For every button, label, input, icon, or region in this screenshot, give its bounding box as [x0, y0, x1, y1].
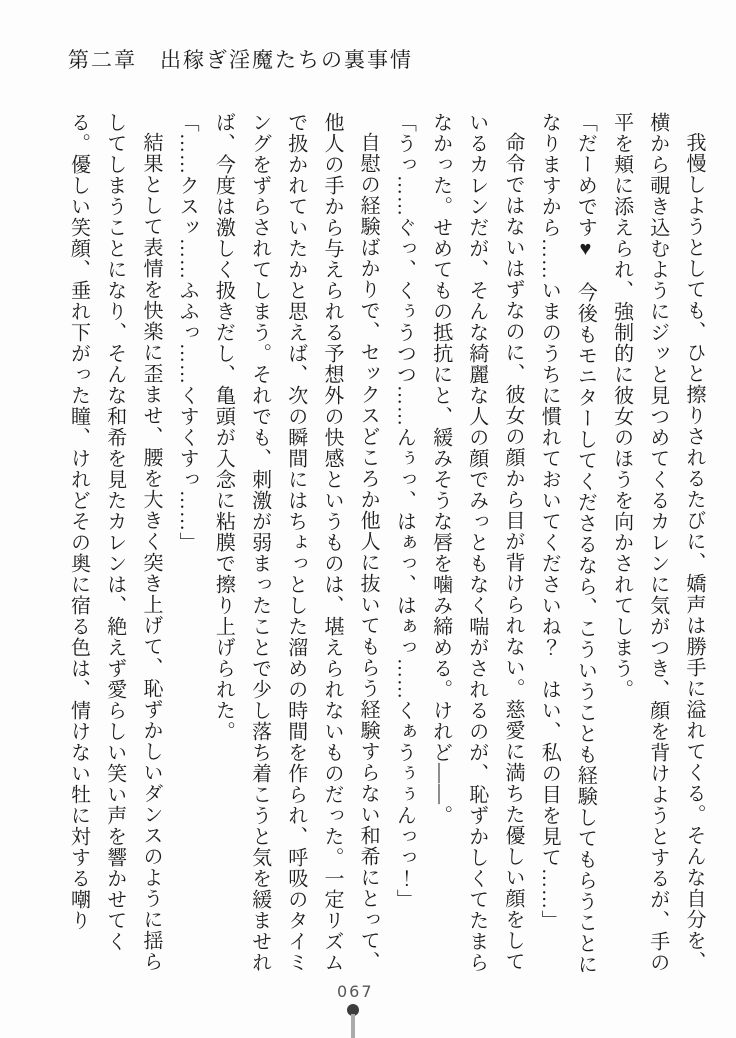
pin-marker-stem [351, 1014, 355, 1038]
paragraph-dialogue: 「うっ……ぐっ、くぅうつつ……んぅっ、はぁっ、はぁっ……くぁうぅぅんっっ！」 [393, 112, 416, 910]
paragraph: 結果として表情を快楽に歪ませ、腰を大きく突き上げて、恥ずかしいダンスのように揺らしてしまうことになり、そんな和希を見たカレンは、絶えず愛らしい笑い声を響かせてくる。優しい笑顔、垂れ下がった瞳、けれどその奥に宿る色は、情けない牡に対する嘲り [67, 112, 162, 972]
paragraph: 命令ではないはずなのに、彼女の顔から目が背けられない。慈愛に満ちた優しい顔をしているカレンだが、そんな綺麗な人の顔でみっともなく喘がされるのが、恥ずかしくてたまらなかった。せめてもの抵抗にと、緩みそうな唇を噛み締める。けれど――。 [429, 112, 524, 973]
chapter-header: 第二章 出稼ぎ淫魔たちの裏事情 [68, 48, 413, 72]
paragraph-dialogue: 「……クスッ……ふふっ……くすくすっ……」 [176, 112, 199, 553]
page-text-body [60, 112, 712, 992]
paragraph: 我慢しようとしても、ひと擦りされるたびに、嬌声は勝手に溢れてくる。そんな自分を、横から覗き込むようにジッと見つめてくるカレンに気がつき、顔を背けようとするが、手の平を頬に添えられ、強制的に彼女のほうを向かされてしまう。 [610, 112, 705, 973]
paragraph: 自慰の経験ばかりで、セックスどころか他人に抜いてもらう経験すらない和希にとって、他人の手から与えられる予想外の快感というものは、堪えられないものだった。一定リズムで扱かれていたかと思えば、次の瞬間にはちょっとした溜めの時間を作られ、呼吸のタイミングをずらされてしまう。それでも、刺激が弱まったことで少し落ち着こうと気を緩ませれば、今度は激しく扱きだし、亀頭が入念に粘膜で擦り上げられた。 [212, 112, 380, 973]
page-number: 067 [337, 982, 374, 1001]
paragraph-dialogue: 「だーめです♥ 今後もモニターしてくださるなら、こういうことも経験してもらうことになりますから……いまのうちに慣れておいてくださいね？ はい、私の目を見て……」 [538, 112, 597, 975]
